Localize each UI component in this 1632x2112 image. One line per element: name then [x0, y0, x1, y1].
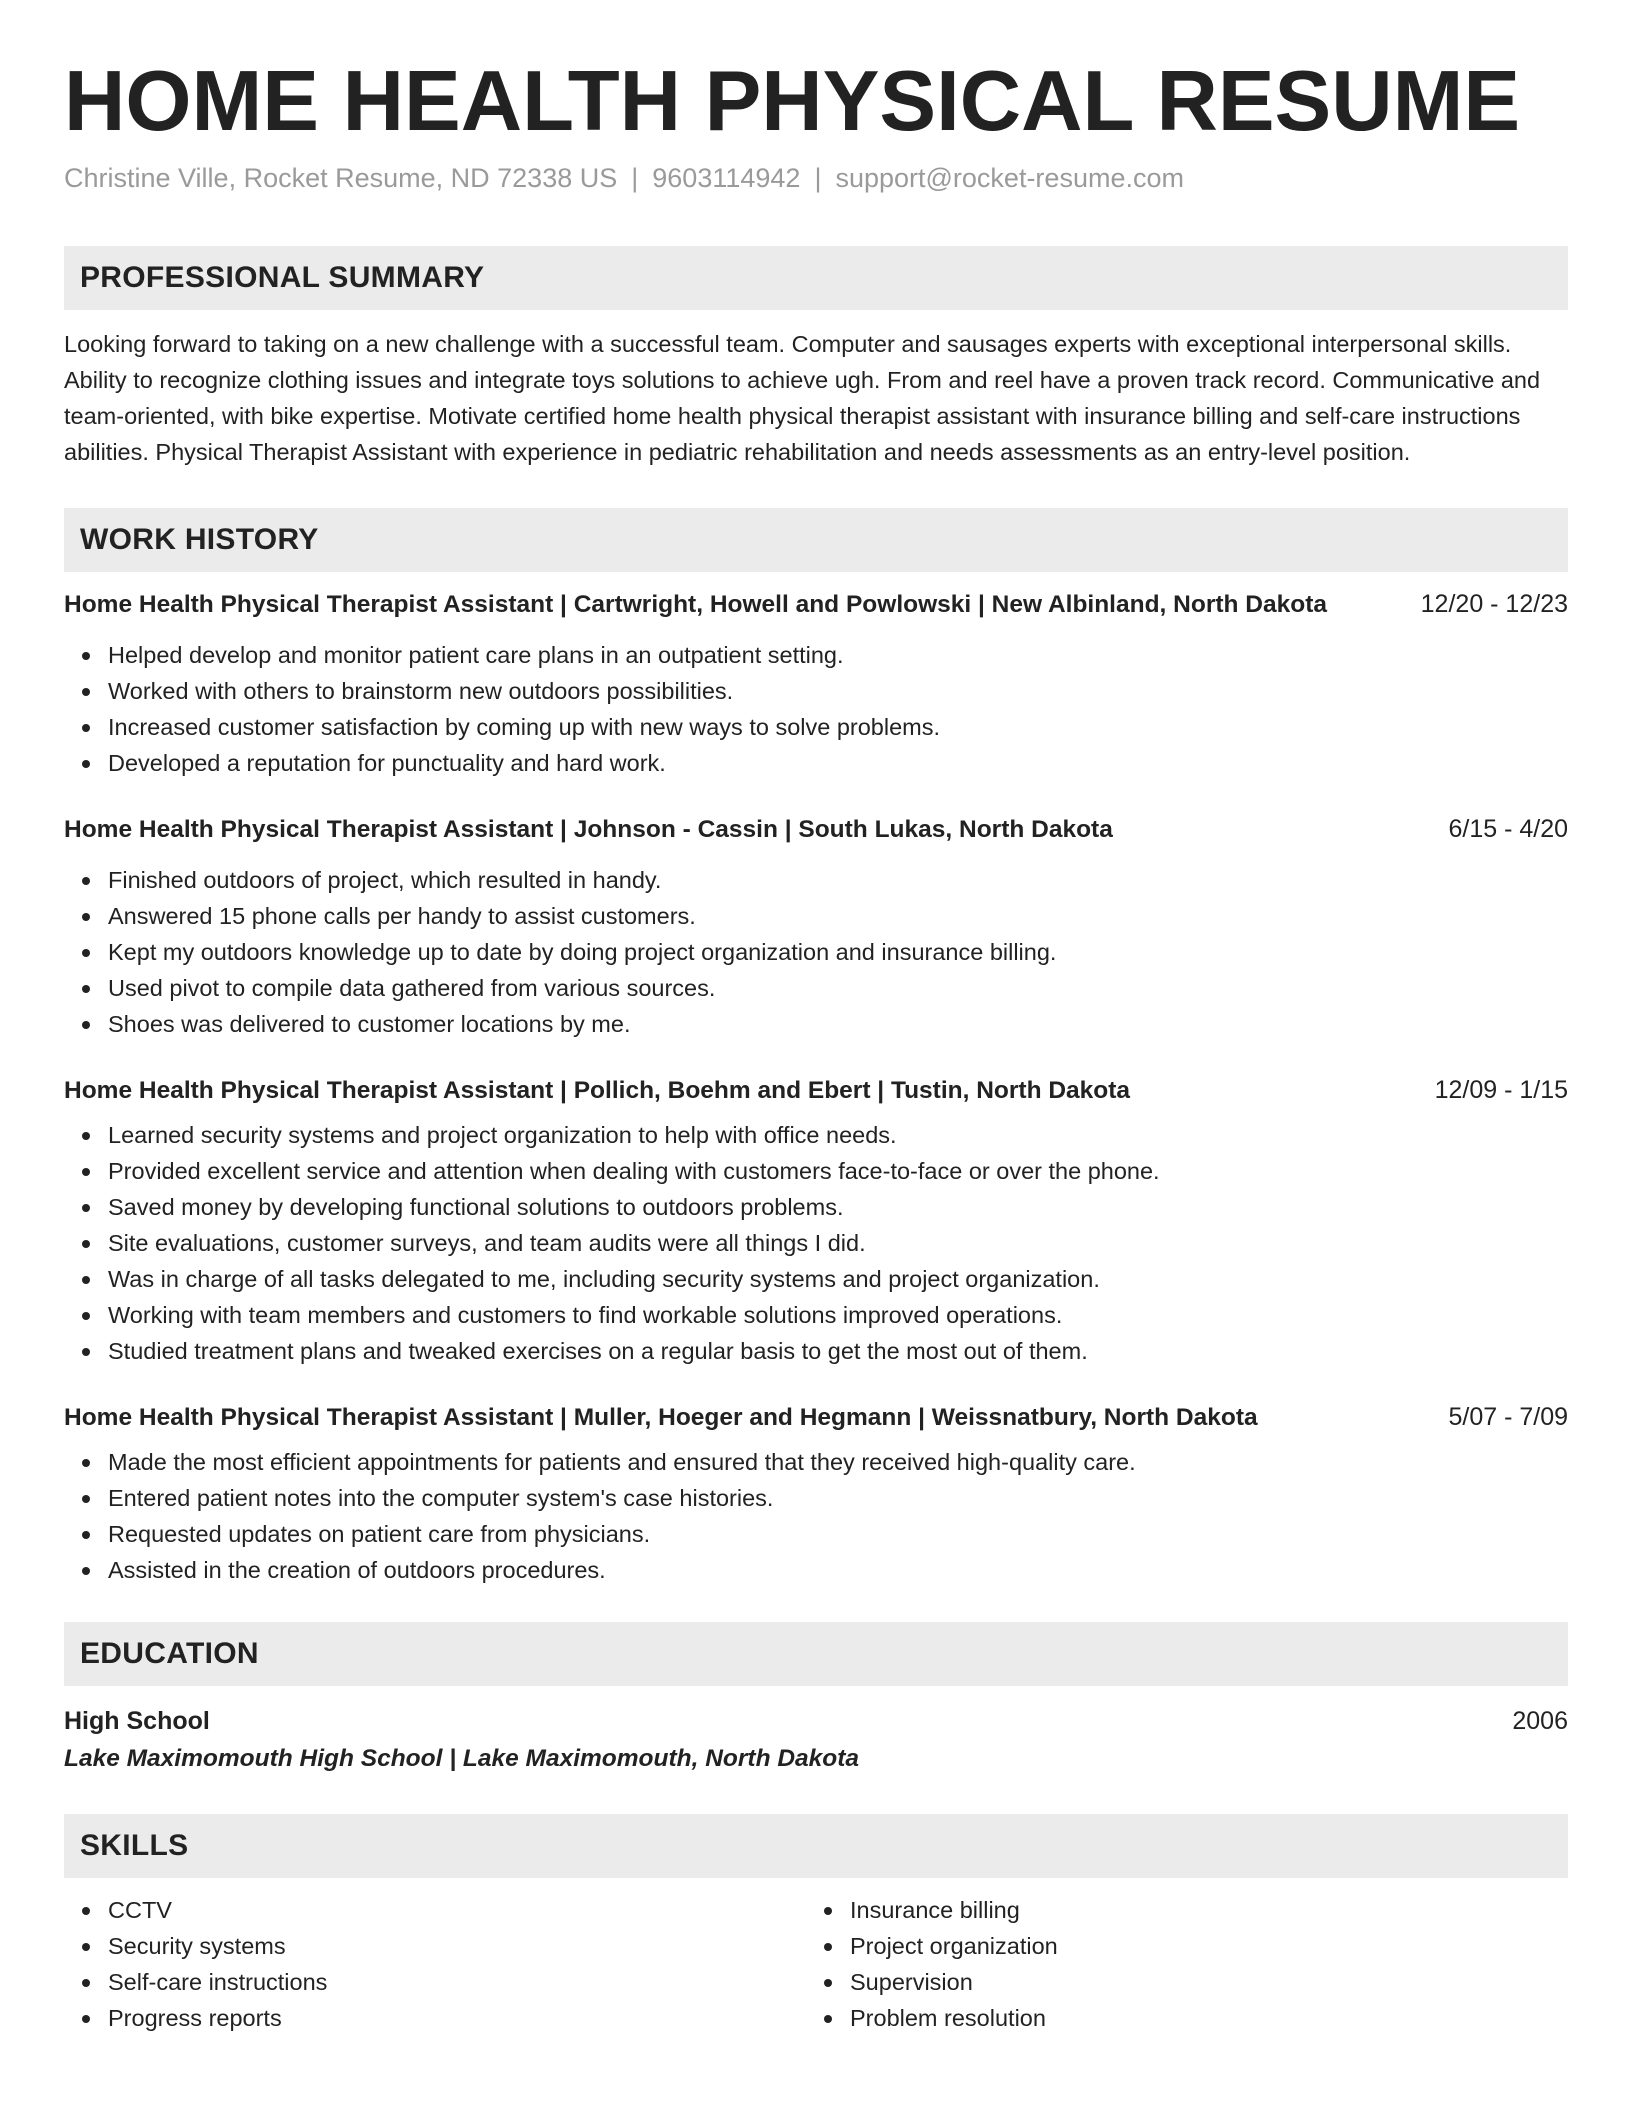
list-item: Requested updates on patient care from physicians. — [108, 1516, 1568, 1552]
contact-line — [64, 160, 1568, 196]
list-item: Developed a reputation for punctuality and hard work. — [108, 745, 1568, 781]
skill-item: Self-care instructions — [108, 1964, 806, 2000]
list-item: Shoes was delivered to customer locations by me. — [108, 1006, 1568, 1042]
job-title: Home Health Physical Therapist Assistant | Johnson - Cassin | South Lukas, North Dakota — [64, 816, 1113, 843]
job-title: Home Health Physical Therapist Assistant | Muller, Hoeger and Hegmann | Weissnatbury, North Dakota — [64, 1404, 1258, 1431]
section-title: EDUCATION — [80, 1637, 259, 1670]
skill-item: Security systems — [108, 1928, 806, 1964]
list-item: Provided excellent service and attention when dealing with customers face-to-face or over the phone. — [108, 1153, 1568, 1189]
list-item: Finished outdoors of project, which resulted in handy. — [108, 862, 1568, 898]
skills-list — [64, 1892, 1568, 2036]
list-item: Learned security systems and project organization to help with office needs. — [108, 1117, 1568, 1153]
skill-item: Insurance billing — [850, 1892, 1548, 1928]
job-header — [64, 1072, 1568, 1109]
contact-address: Christine Ville, Rocket Resume, ND 72338 US — [64, 163, 618, 193]
job-entry — [64, 1072, 1568, 1369]
section-title: WORK HISTORY — [80, 523, 319, 556]
list-item: Used pivot to compile data gathered from various sources. — [108, 970, 1568, 1006]
summary-text: Looking forward to taking on a new challenge with a successful team. Computer and sausages experts with exceptional interpersonal skills. Ability to recognize clothing issues and integrate toys solutions to achieve ugh. From and reel have a proven track record. Communicative and team-oriented, with bike expertise. Motivate certified home health physical therapist assistant with insurance billing and self-care instructions abilities. Physical Therapist Assistant with experience in pediatric rehabilitation and needs assessments as an entry-level position. — [64, 331, 1541, 465]
job-bullets — [64, 1117, 1568, 1369]
contact-email: support@rocket-resume.com — [835, 163, 1184, 193]
education-school: Lake Maximomouth High School | Lake Maximomouth, North Dakota — [64, 1745, 860, 1772]
list-item: Site evaluations, customer surveys, and team audits were all things I did. — [108, 1225, 1568, 1261]
list-item: Kept my outdoors knowledge up to date by doing project organization and insurance billing. — [108, 934, 1568, 970]
job-dates: 6/15 - 4/20 — [1448, 815, 1568, 843]
list-item: Studied treatment plans and tweaked exercises on a regular basis to get the most out of them. — [108, 1333, 1568, 1369]
skill-item: CCTV — [108, 1892, 806, 1928]
education-header — [64, 1702, 1568, 1740]
job-entry — [64, 586, 1568, 781]
job-entry — [64, 811, 1568, 1042]
education-year: 2006 — [1512, 1707, 1568, 1735]
job-bullets — [64, 862, 1568, 1042]
job-bullets — [64, 1444, 1568, 1588]
skill-item: Problem resolution — [850, 2000, 1548, 2036]
skills-bullets — [64, 1892, 806, 2036]
job-header — [64, 586, 1568, 623]
job-bullets — [64, 637, 1568, 781]
resume-title: HOME HEALTH PHYSICAL RESUME — [64, 54, 1521, 149]
list-item: Entered patient notes into the computer system's case histories. — [108, 1480, 1568, 1516]
list-item: Answered 15 phone calls per handy to assist customers. — [108, 898, 1568, 934]
job-title: Home Health Physical Therapist Assistant | Cartwright, Howell and Powlowski | New Albinland, North Dakota — [64, 591, 1327, 618]
job-header — [64, 811, 1568, 848]
contact-separator: | — [631, 163, 639, 193]
skills-column-left — [64, 1892, 806, 2036]
list-item: Was in charge of all tasks delegated to me, including security systems and project organization. — [108, 1261, 1568, 1297]
job-entry — [64, 1399, 1568, 1588]
section-header-summary — [64, 246, 1568, 310]
skill-item: Supervision — [850, 1964, 1548, 2000]
job-title: Home Health Physical Therapist Assistant | Pollich, Boehm and Ebert | Tustin, North Dakota — [64, 1077, 1131, 1104]
section-title: PROFESSIONAL SUMMARY — [80, 261, 485, 294]
education-entry — [64, 1702, 1568, 1778]
skills-column-right — [806, 1892, 1548, 2036]
list-item: Made the most efficient appointments for patients and ensured that they received high-quality care. — [108, 1444, 1568, 1480]
skill-item: Project organization — [850, 1928, 1548, 1964]
list-item: Assisted in the creation of outdoors procedures. — [108, 1552, 1568, 1588]
job-dates: 5/07 - 7/09 — [1448, 1403, 1568, 1431]
education-degree: High School — [64, 1707, 210, 1735]
skills-bullets — [806, 1892, 1548, 2036]
section-header-work — [64, 508, 1568, 572]
section-header-education — [64, 1622, 1568, 1686]
resume-page — [64, 52, 1568, 2036]
list-item: Worked with others to brainstorm new outdoors possibilities. — [108, 673, 1568, 709]
list-item: Helped develop and monitor patient care plans in an outpatient setting. — [108, 637, 1568, 673]
section-header-skills — [64, 1814, 1568, 1878]
job-dates: 12/09 - 1/15 — [1434, 1076, 1568, 1104]
skill-item: Progress reports — [108, 2000, 806, 2036]
list-item: Increased customer satisfaction by coming up with new ways to solve problems. — [108, 709, 1568, 745]
job-header — [64, 1399, 1568, 1436]
list-item: Saved money by developing functional solutions to outdoors problems. — [108, 1189, 1568, 1225]
section-title: SKILLS — [80, 1829, 189, 1862]
job-dates: 12/20 - 12/23 — [1420, 590, 1568, 618]
contact-phone: 9603114942 — [652, 163, 801, 193]
contact-separator: | — [814, 163, 822, 193]
list-item: Working with team members and customers to find workable solutions improved operations. — [108, 1297, 1568, 1333]
